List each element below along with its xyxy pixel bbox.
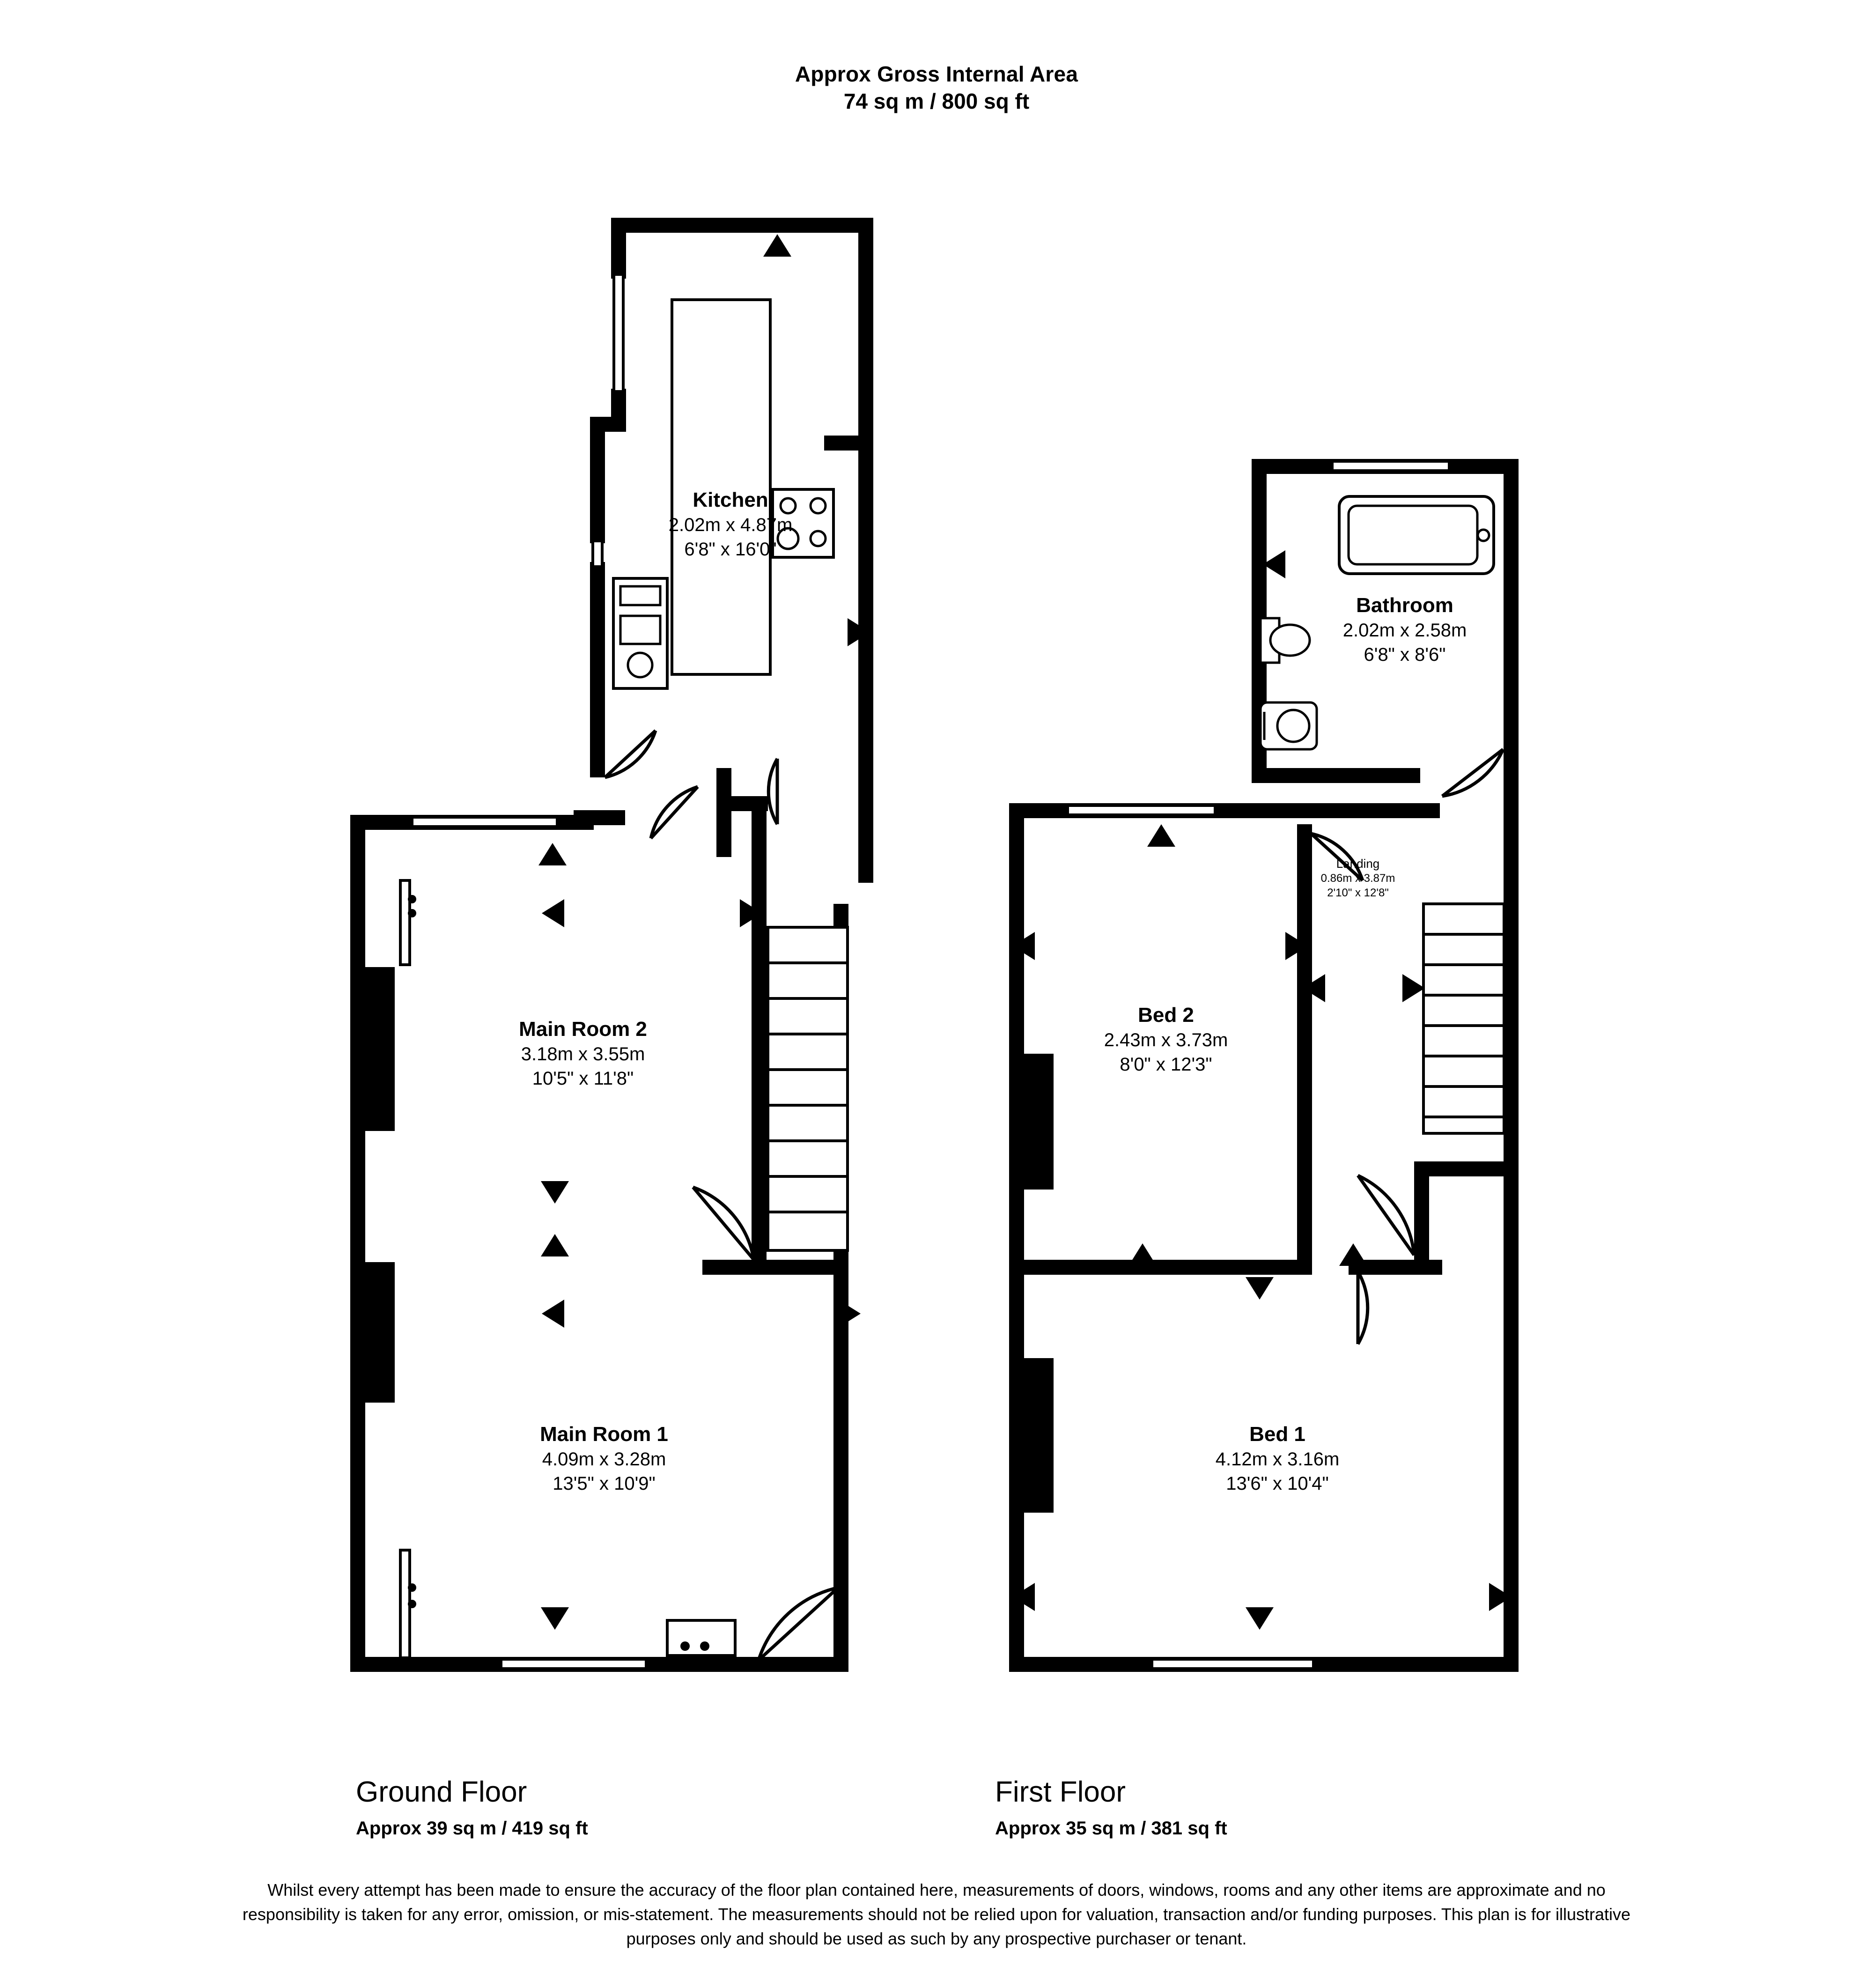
door-swing-icon-kitchen [605,731,656,777]
room-label-landing [1321,856,1395,901]
room-metric-landing: 0.86m x 3.87m [1320,872,1395,885]
door-swing-icon-hall-1 [651,787,698,838]
toilet-icon [1261,618,1310,663]
room-imperial-main-room-2: 10'5" x 11'8" [532,1068,634,1089]
bathtub-icon [1339,496,1494,574]
floor-caption-ground [356,1775,588,1840]
main-room-2-left-window [400,880,416,965]
room-label-kitchen [669,487,793,562]
floor-area-first: Approx 35 sq m / 381 sq ft [995,1818,1227,1839]
room-name-bed-1: Bed 1 [1249,1423,1305,1446]
room-metric-bed-1: 4.12m x 3.16m [1215,1449,1340,1470]
room-name-landing: Landing [1336,857,1380,871]
room-imperial-landing: 2'10" x 12'8" [1327,886,1389,899]
door-swing-icon-between-rooms [693,1187,754,1260]
room-label-bed-1 [1216,1421,1340,1496]
room-imperial-kitchen: 6'8" x 16'0" [684,539,777,560]
stairs-icon-ground [768,927,848,1250]
plan-header-title: Approx Gross Internal Area [795,62,1078,86]
main-room-1-bottom-window [501,1659,646,1669]
door-swing-icon-bathroom [1442,749,1503,796]
door-swing-icon-hall-2 [768,759,777,824]
hall-walls [574,768,768,904]
floor-area-ground: Approx 39 sq m / 419 sq ft [356,1818,588,1839]
first-floor-top-window [1068,806,1215,815]
kitchen-window [614,274,623,392]
sink-icon [613,578,667,688]
kitchen-window-2 [593,541,602,567]
room-label-main-room-2 [519,1016,647,1091]
room-label-bathroom [1343,592,1467,667]
main-room-1-left-window [400,1550,416,1658]
radiator-icon [667,1620,735,1655]
washbasin-icon [1261,702,1317,749]
room-name-kitchen: Kitchen [693,488,768,511]
room-metric-main-room-1: 4.09m x 3.28m [542,1449,666,1470]
room-name-main-room-2: Main Room 2 [519,1018,647,1041]
room-label-main-room-1 [540,1421,668,1496]
room-name-main-room-1: Main Room 1 [540,1423,668,1446]
room-metric-bed-2: 2.43m x 3.73m [1104,1030,1228,1051]
room-metric-bathroom: 2.02m x 2.58m [1342,620,1467,641]
room-imperial-main-room-1: 13'5" x 10'9" [553,1473,656,1494]
room-label-bed-2 [1104,1002,1228,1077]
first-floor-bottom-window [1152,1659,1313,1669]
room-imperial-bed-2: 8'0" x 12'3" [1120,1054,1212,1075]
floor-caption-first [995,1775,1227,1840]
main-room-2-window [412,817,557,827]
floor-name-ground: Ground Floor [356,1776,527,1808]
door-swing-icon-front [759,1588,838,1660]
room-name-bed-2: Bed 2 [1138,1004,1194,1027]
bathroom-window [1332,461,1449,471]
plan-header-subtitle: 74 sq m / 800 sq ft [843,89,1030,113]
stairs-icon-first [1423,904,1504,1133]
door-swing-icon-bed1 [1358,1271,1368,1344]
room-metric-kitchen: 2.02m x 4.87m [668,515,793,536]
room-metric-main-room-2: 3.18m x 3.55m [521,1044,645,1065]
floor-name-first: First Floor [995,1776,1126,1808]
room-name-bathroom: Bathroom [1356,594,1453,617]
door-swing-icon-bed2 [1358,1175,1414,1255]
room-imperial-bathroom: 6'8" x 8'6" [1364,644,1446,665]
room-imperial-bed-1: 13'6" x 10'4" [1226,1473,1329,1494]
disclaimer-text: Whilst every attempt has been made to ensure the accuracy of the floor plan contained here, measurements of doors, windows, rooms and any other items are approximate and no responsibility is taken for any error, omission, or mis-statement. The measurements should not be relied upon for valuation, transaction and/or funding purposes. This plan is for illustrative purposes only and should be used as such by any prospective purchaser or tenant. [242,1880,1631,1949]
